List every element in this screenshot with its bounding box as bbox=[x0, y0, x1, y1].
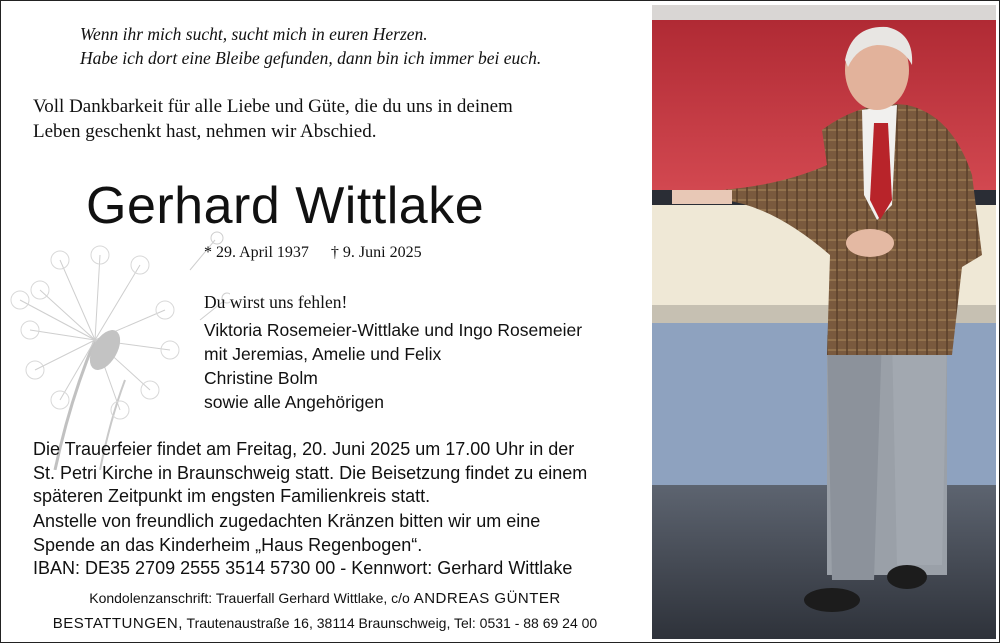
donation-line-1: Anstelle von freundlich zugedachten Kränzen bitten wir um eine bbox=[33, 511, 541, 531]
condolence-address bbox=[0, 586, 650, 636]
family-line-3: Christine Bolm bbox=[204, 368, 318, 388]
ceremony-info bbox=[33, 438, 633, 509]
birth-date: * 29. April 1937 bbox=[204, 244, 309, 261]
ceremony-line-1: Die Trauerfeier findet am Freitag, 20. Juni 2025 um 17.00 Uhr in der bbox=[33, 439, 575, 459]
life-dates bbox=[204, 244, 440, 262]
intro-line-1: Voll Dankbarkeit für alle Liebe und Güte, die du uns in deinem bbox=[33, 96, 513, 117]
funeral-home-address: Trautenaustraße 16, 38114 Braunschweig, Tel: 0531 - 88 69 24 00 bbox=[186, 615, 598, 631]
condolence-prefix: Kondolenzanschrift: Trauerfall Gerhard Wittlake, c/o bbox=[89, 590, 410, 606]
funeral-home-type: BESTATTUNGEN, bbox=[52, 615, 183, 632]
donation-iban: IBAN: DE35 2709 2555 3514 5730 00 - Kennwort: Gerhard Wittlake bbox=[33, 558, 573, 578]
family-line-4: sowie alle Angehörigen bbox=[204, 392, 384, 412]
ceremony-line-3: späteren Zeitpunkt im engsten Familienkreis statt. bbox=[33, 486, 431, 506]
intro-text bbox=[33, 94, 633, 144]
donation-line-2: Spende an das Kinderheim „Haus Regenbogen“. bbox=[33, 534, 423, 555]
memorial-poem bbox=[80, 22, 541, 70]
dandelion-illustration bbox=[0, 230, 230, 470]
deceased-name: Gerhard Wittlake bbox=[86, 177, 485, 235]
poem-line-1: Wenn ihr mich sucht, sucht mich in euren Herzen. bbox=[80, 24, 428, 44]
ceremony-line-2: St. Petri Kirche in Braunschweig statt. Die Beisetzung findet zu einem bbox=[33, 462, 588, 483]
intro-line-2: Leben geschenkt hast, nehmen wir Abschied. bbox=[33, 121, 377, 142]
family-line-1: Viktoria Rosemeier-Wittlake und Ingo Rosemeier bbox=[204, 320, 583, 340]
donation-info bbox=[33, 510, 633, 581]
family-list bbox=[204, 290, 582, 414]
family-line-2: mit Jeremias, Amelie und Felix bbox=[204, 344, 442, 364]
portrait-photo bbox=[652, 5, 996, 639]
poem-line-2: Habe ich dort eine Bleibe gefunden, dann bin ich immer bei euch. bbox=[80, 48, 542, 68]
family-intro: Du wirst uns fehlen! bbox=[204, 292, 348, 312]
funeral-home-name: ANDREAS GÜNTER bbox=[413, 590, 561, 607]
death-date: † 9. Juni 2025 bbox=[330, 244, 422, 261]
